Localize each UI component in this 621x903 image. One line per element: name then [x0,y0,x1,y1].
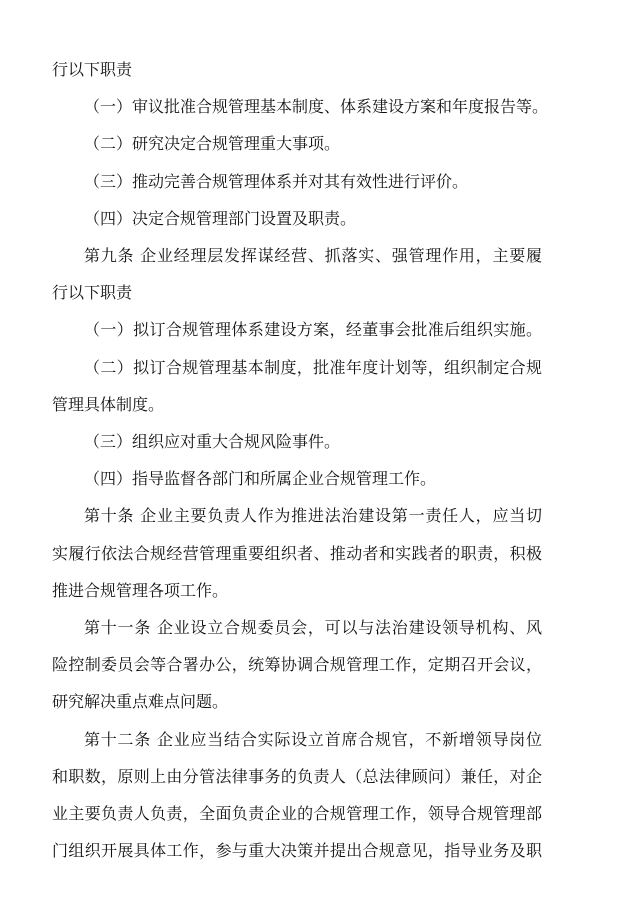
text-line: 第九条 企业经理层发挥谋经营、抓落实、强管理作用，主要履 [84,246,542,265]
text-line: 行以下职责 [52,283,133,303]
text-line: 业主要负责人负责，全面负责企业的合规管理工作，领导合规管理部 [52,804,542,823]
text-line: 行以下职责 [52,60,133,79]
text-line: 第十一条 企业设立合规委员会，可以与法治建设领导机构、风 [84,618,542,637]
text-line: 第十二条 企业应当结合实际设立首席合规官，不新增领导岗位 [84,729,542,749]
text-line: （三）推动完善合规管理体系并对其有效性进行评价。 [84,171,469,191]
text-line: 和职数，原则上由分管法律事务的负责人（总法律顾问）兼任，对企 [52,766,542,786]
text-line: 门组织开展具体工作，参与重大决策并提出合规意见，指导业务及职 [52,841,542,861]
text-line: 实履行依法合规经营管理重要组织者、推动者和实践者的职责，积极 [52,543,542,563]
text-line: （二）拟订合规管理基本制度，批准年度计划等，组织制定合规 [84,357,542,377]
text-line: 险控制委员会等合署办公，统筹协调合规管理工作，定期召开会议， [52,655,542,675]
text-line: （三）组织应对重大合规风险事件。 [84,432,341,451]
text-line: （四）决定合规管理部门设置及职责。 [84,208,357,228]
text-line: （四）指导监督各部门和所属企业合规管理工作。 [84,469,437,489]
text-line: 推进合规管理各项工作。 [52,580,229,600]
text-line: （一）拟订合规管理体系建设方案，经董事会批准后组织实施。 [84,320,542,340]
text-line: 第十条 企业主要负责人作为推进法治建设第一责任人，应当切 [84,506,542,526]
text-line: （一）审议批准合规管理基本制度、体系建设方案和年度报告等。 [84,97,549,117]
text-line: 管理具体制度。 [52,394,165,414]
text-line: （二）研究决定合规管理重大事项。 [84,134,341,154]
text-line: 研究解决重点难点问题。 [52,692,229,712]
